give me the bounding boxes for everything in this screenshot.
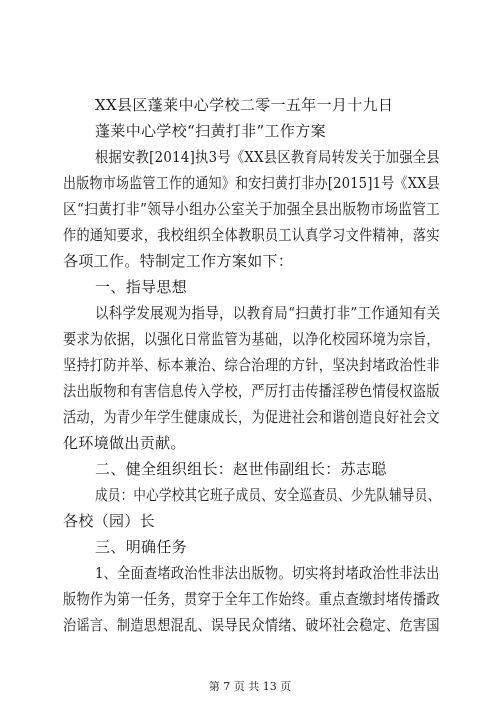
body-line: 化环境做出贡献。 xyxy=(63,434,186,452)
body-line: 法出版物和有害信息传入学校，严厉打击传播淫秽色情侵权盗版 xyxy=(63,382,440,400)
page-number-footer: 第 7 页 共 13 页 xyxy=(208,680,292,693)
body-line: 各校（园）长 xyxy=(63,512,156,530)
body-line: 出版物市场监管工作的通知》和安扫黄打非办[2015]1号《XX县 xyxy=(63,174,440,192)
body-line: 作的通知要求，我校组织全体教职员工认真学习文件精神，落实 xyxy=(63,226,440,244)
document-title: 蓬莱中心学校“扫黄打非”工作方案 xyxy=(95,122,326,140)
body-line: 根据安教[2014]执3号《XX县区教育局转发关于加强全县 xyxy=(95,148,440,166)
body-line: 版物作为第一任务，贯穿于全年工作始终。重点查缴封堵传播政 xyxy=(63,590,440,608)
section-heading-1: 一、指导思想 xyxy=(95,278,188,296)
body-line: 治谣言、制造思想混乱、误导民众情绪、破坏社会稳定、危害国 xyxy=(63,616,440,634)
body-line: 坚持打防并举、标本兼治、综合治理的方针，坚决封堵政治性非 xyxy=(63,356,440,374)
body-line: 活动，为青少年学生健康成长，为促进社会和谐创造良好社会文 xyxy=(63,408,440,426)
body-line: 各项工作。特制定工作方案如下： xyxy=(63,252,294,270)
body-line: 以科学发展观为指导，以教育局“扫黄打非”工作通知有关 xyxy=(95,304,441,322)
date-line: XX县区蓬莱中心学校二零一五年一月十九日 xyxy=(95,96,394,114)
body-line: 区“扫黄打非”领导小组办公室关于加强全县出版物市场监管工 xyxy=(63,200,441,218)
section-heading-3: 三、明确任务 xyxy=(95,538,188,556)
section-heading-2: 二、健全组织组长：赵世伟副组长：苏志聪 xyxy=(95,460,387,478)
body-line: 成员：中心学校其它班子成员、安全巡查员、少先队辅导员、 xyxy=(95,486,441,504)
body-line: 要求为依据，以强化日常监管为基础，以净化校园环境为宗旨， xyxy=(63,330,440,348)
body-line: 1、全面查堵政治性非法出版物。切实将封堵政治性非法出 xyxy=(95,564,440,582)
